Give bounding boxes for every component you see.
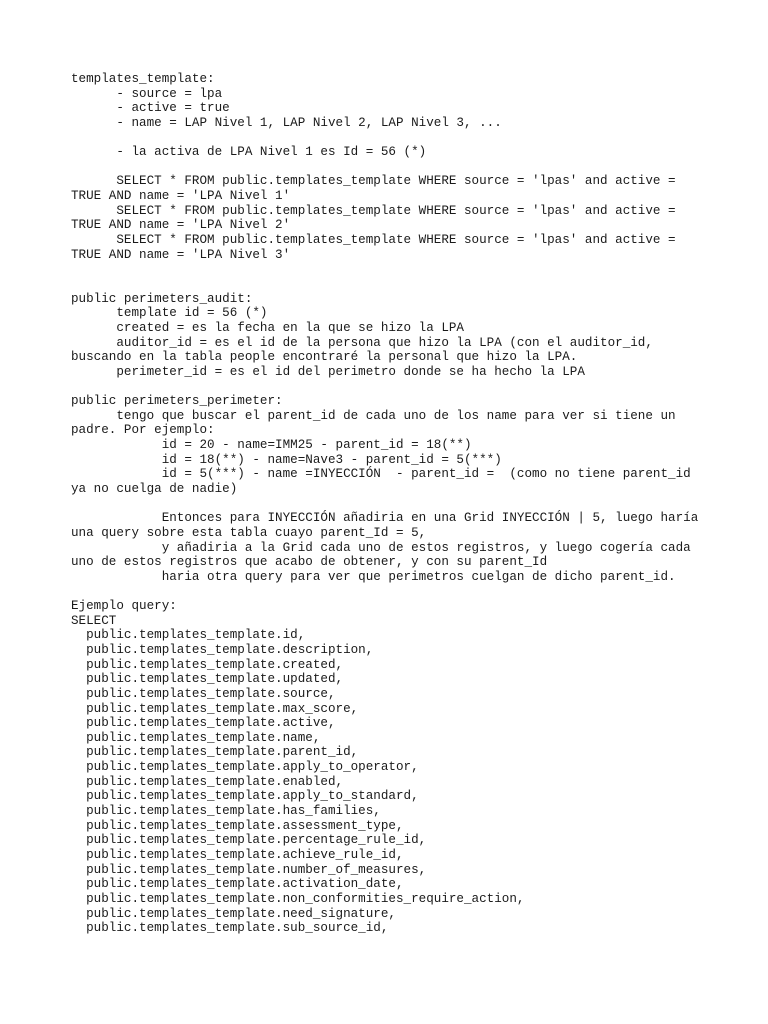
text-line: public.templates_template.enabled, — [71, 774, 344, 789]
text-line: public.templates_template.source, — [71, 686, 336, 701]
blank-line — [71, 131, 751, 146]
text-line: template id = 56 (*) — [71, 306, 268, 321]
document-text — [71, 72, 751, 936]
text-line: - active = true — [71, 101, 230, 116]
text-line: public.templates_template.name, — [71, 730, 321, 745]
text-line: public.templates_template.id, — [71, 628, 306, 643]
text-line: public.templates_template.description, — [71, 642, 374, 657]
text-line: public.templates_template.max_score, — [71, 701, 359, 716]
text-line: - name = LAP Nivel 1, LAP Nivel 2, LAP Nivel 3, ... — [71, 115, 502, 130]
text-line: public.templates_template.number_of_measures, — [71, 862, 427, 877]
text-line: id = 20 - name=IMM25 - parent_id = 18(**) — [71, 438, 472, 453]
blank-line — [71, 584, 751, 599]
text-line: una query sobre esta tabla cuayo parent_Id = 5, — [71, 525, 427, 540]
text-line: templates_template: — [71, 72, 215, 86]
text-line: haria otra query para ver que perimetros cuelgan de dicho parent_id. — [71, 569, 676, 584]
text-line: Entonces para INYECCIÓN añadiria en una Grid INYECCIÓN | 5, luego haría — [71, 511, 699, 526]
text-line: id = 5(***) - name =INYECCIÓN - parent_id = (como no tiene parent_id — [71, 467, 691, 482]
text-line: uno de estos registros que acabo de obtener, y con su parent_Id — [71, 555, 548, 570]
text-line: TRUE AND name = 'LPA Nivel 2' — [71, 218, 291, 233]
text-line: created = es la fecha en la que se hizo la LPA — [71, 320, 464, 335]
text-line: id = 18(**) - name=Nave3 - parent_id = 5(***) — [71, 452, 502, 467]
text-line: public.templates_template.updated, — [71, 672, 344, 687]
text-line: public.templates_template.achieve_rule_id, — [71, 847, 404, 862]
text-line: public.templates_template.active, — [71, 716, 336, 731]
text-line: Ejemplo query: — [71, 599, 177, 614]
text-line: public.templates_template.has_families, — [71, 804, 381, 819]
text-line: public.templates_template.apply_to_standard, — [71, 789, 419, 804]
blank-line — [71, 277, 751, 292]
text-line: TRUE AND name = 'LPA Nivel 3' — [71, 247, 291, 262]
blank-line — [71, 262, 751, 277]
text-line: TRUE AND name = 'LPA Nivel 1' — [71, 189, 291, 204]
text-line: perimeter_id = es el id del perimetro donde se ha hecho la LPA — [71, 364, 585, 379]
text-line: public.templates_template.parent_id, — [71, 745, 359, 760]
text-line: SELECT — [71, 613, 117, 628]
text-line: ya no cuelga de nadie) — [71, 481, 238, 496]
text-line: SELECT * FROM public.templates_template WHERE source = 'lpas' and active = — [71, 203, 676, 218]
text-line: - source = lpa — [71, 86, 223, 101]
blank-line — [71, 379, 751, 394]
text-line: SELECT * FROM public.templates_template WHERE source = 'lpas' and active = — [71, 233, 676, 248]
text-line: public.templates_template.activation_date, — [71, 877, 404, 892]
text-line: padre. Por ejemplo: — [71, 423, 215, 438]
text-line: tengo que buscar el parent_id de cada uno de los name para ver si tiene un — [71, 408, 676, 423]
text-line: - la activa de LPA Nivel 1 es Id = 56 (*) — [71, 145, 427, 160]
blank-line — [71, 497, 751, 512]
text-line: public.templates_template.percentage_rule_id, — [71, 833, 427, 848]
blank-line — [71, 160, 751, 175]
text-line: auditor_id = es el id de la persona que hizo la LPA (con el auditor_id, — [71, 335, 653, 350]
text-line: public.templates_template.sub_source_id, — [71, 921, 389, 936]
text-line: SELECT * FROM public.templates_template WHERE source = 'lpas' and active = — [71, 174, 676, 189]
text-line: public.templates_template.assessment_type, — [71, 818, 404, 833]
text-line: public perimeters_audit: — [71, 291, 253, 306]
text-line: public.templates_template.need_signature, — [71, 906, 396, 921]
text-line: public.templates_template.apply_to_operator, — [71, 760, 419, 775]
text-line: public perimeters_perimeter: — [71, 394, 283, 409]
text-line: buscando en la tabla people encontraré la personal que hizo la LPA. — [71, 350, 578, 365]
text-line: public.templates_template.non_conformities_require_action, — [71, 891, 525, 906]
text-line: y añadiria a la Grid cada uno de estos registros, y luego cogería cada — [71, 540, 691, 555]
text-line: public.templates_template.created, — [71, 657, 344, 672]
